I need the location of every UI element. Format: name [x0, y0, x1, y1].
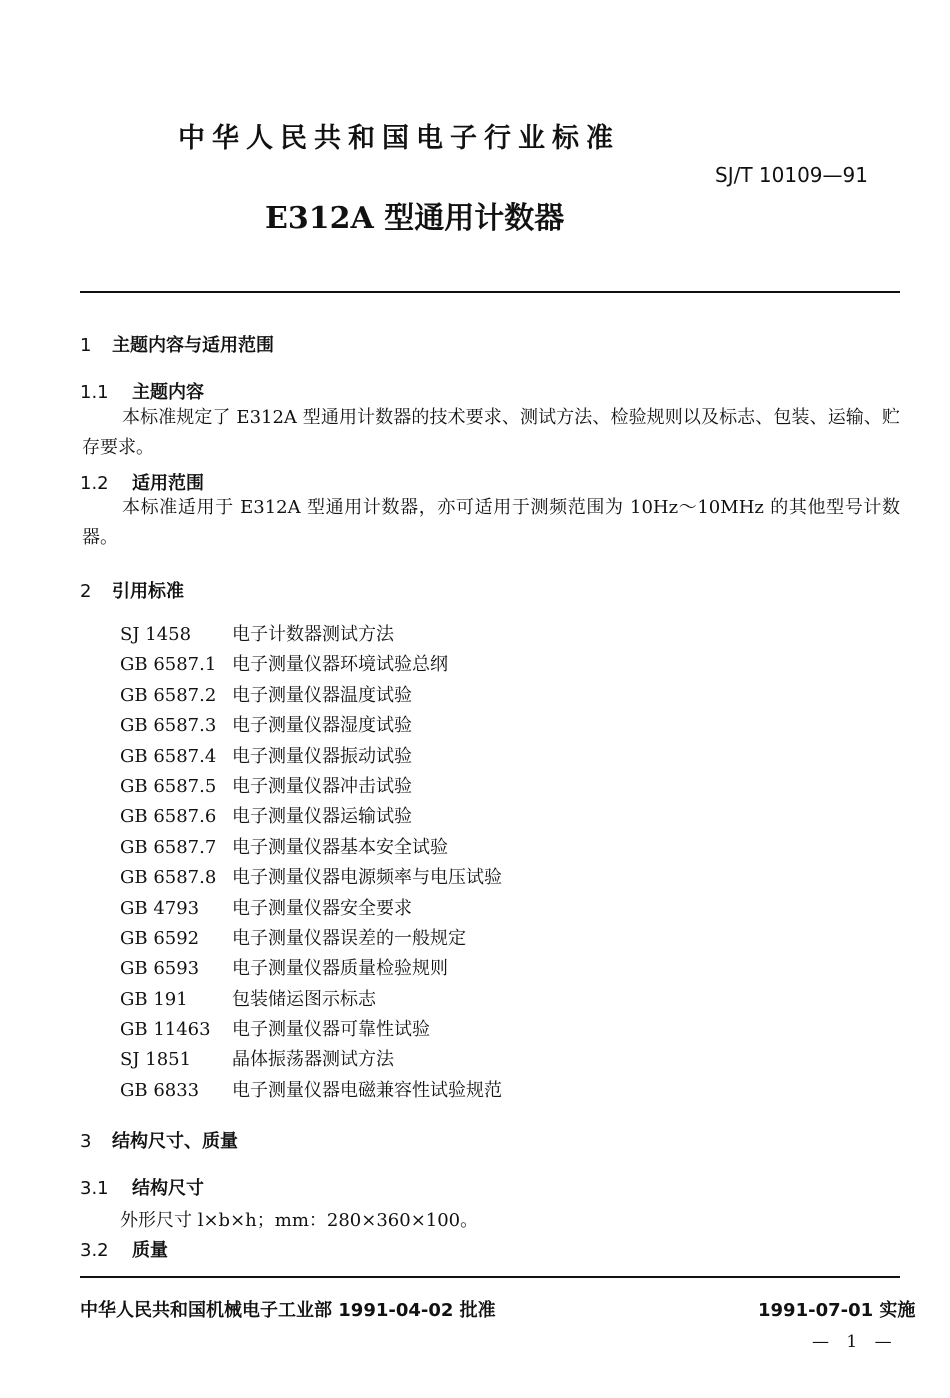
section-1-heading: [80, 331, 274, 357]
reference-name: 电子测量仪器湿度试验: [232, 715, 412, 737]
reference-item: [120, 833, 502, 863]
section-3-2-heading: [80, 1236, 168, 1262]
standard-code: SJ/T 10109—91: [715, 163, 868, 187]
reference-name: 电子测量仪器可靠性试验: [232, 1019, 430, 1041]
section-number: 1.2: [80, 473, 109, 494]
page-number: — 1 —: [812, 1332, 898, 1352]
reference-code: GB 6587.5: [120, 775, 217, 797]
reference-code: GB 6587.3: [120, 715, 217, 737]
reference-code: GB 6587.1: [120, 654, 217, 676]
reference-name: 电子测量仪器质量检验规则: [232, 958, 448, 980]
reference-code: GB 11463: [120, 1019, 211, 1041]
section-title: 适用范围: [132, 473, 204, 494]
reference-name: 电子测量仪器误差的一般规定: [232, 927, 466, 949]
effective-date: 1991-07-01 实施: [758, 1300, 916, 1321]
reference-code: GB 6587.6: [120, 806, 217, 828]
reference-name: 晶体振荡器测试方法: [232, 1049, 394, 1071]
reference-name: 电子测量仪器安全要求: [232, 897, 412, 919]
reference-code: GB 6592: [120, 927, 200, 949]
reference-name: 包装储运图示标志: [232, 988, 376, 1010]
reference-item: [120, 1076, 502, 1106]
reference-code: GB 4793: [120, 897, 200, 919]
reference-item: [120, 711, 502, 741]
reference-code: GB 6593: [120, 958, 200, 980]
section-title: 引用标准: [112, 581, 184, 602]
reference-code: GB 6587.2: [120, 684, 217, 706]
reference-item: [120, 650, 502, 680]
section-3-1-text: 外形尺寸 l×b×h；mm：280×360×100。: [120, 1210, 479, 1231]
reference-code: GB 6587.8: [120, 867, 217, 889]
section-title: 结构尺寸、质量: [112, 1131, 238, 1152]
reference-code: GB 6833: [120, 1079, 200, 1101]
reference-item: [120, 924, 502, 954]
document-title: E312A 型通用计数器: [265, 201, 565, 236]
section-2-heading: [80, 577, 184, 603]
reference-name: 电子测量仪器环境试验总纲: [232, 654, 448, 676]
section-1-2-text: 本标准适用于 E312A 型通用计数器，亦可适用于测频范围为 10Hz～10MHz 的其他型号计数器。: [82, 497, 900, 548]
reference-code: GB 6587.4: [120, 745, 217, 767]
section-title: 主题内容与适用范围: [112, 335, 274, 356]
section-3-1-heading: [80, 1174, 204, 1200]
footer-divider: [80, 1276, 900, 1278]
section-number: 3.1: [80, 1178, 109, 1199]
section-title: 质量: [132, 1240, 168, 1261]
reference-item: [120, 620, 502, 650]
reference-item: [120, 1045, 502, 1075]
reference-item: [120, 772, 502, 802]
issuing-organization: 中华人民共和国电子行业标准: [178, 123, 620, 154]
reference-item: [120, 894, 502, 924]
reference-name: 电子测量仪器冲击试验: [232, 775, 412, 797]
section-number: 2: [80, 581, 92, 602]
section-1-1-heading: [80, 378, 204, 404]
reference-list: [120, 620, 502, 1106]
reference-item: [120, 863, 502, 893]
reference-item: [120, 681, 502, 711]
section-title: 结构尺寸: [132, 1178, 204, 1199]
section-number: 3: [80, 1131, 92, 1152]
section-number: 1: [80, 335, 92, 356]
reference-name: 电子测量仪器温度试验: [232, 684, 412, 706]
reference-code: GB 6587.7: [120, 836, 217, 858]
reference-name: 电子测量仪器电磁兼容性试验规范: [232, 1079, 502, 1101]
reference-name: 电子测量仪器运输试验: [232, 806, 412, 828]
header-divider: [80, 291, 900, 293]
section-1-1-text: 本标准规定了 E312A 型通用计数器的技术要求、测试方法、检验规则以及标志、包装、运输、贮存要求。: [82, 407, 900, 458]
reference-name: 电子计数器测试方法: [232, 624, 394, 645]
reference-code: GB 191: [120, 988, 188, 1010]
section-3-heading: [80, 1127, 238, 1153]
section-number: 1.1: [80, 382, 109, 403]
reference-item: [120, 954, 502, 984]
reference-name: 电子测量仪器电源频率与电压试验: [232, 867, 502, 889]
reference-name: 电子测量仪器基本安全试验: [232, 836, 448, 858]
section-number: 3.2: [80, 1240, 109, 1261]
section-1-2-heading: [80, 469, 204, 495]
reference-name: 电子测量仪器振动试验: [232, 745, 412, 767]
reference-code: SJ 1851: [120, 1049, 192, 1071]
section-title: 主题内容: [132, 382, 204, 403]
approval-line: 中华人民共和国机械电子工业部 1991-04-02 批准: [80, 1300, 496, 1321]
reference-code: SJ 1458: [120, 624, 192, 645]
reference-item: [120, 742, 502, 772]
reference-item: [120, 802, 502, 832]
reference-item: [120, 985, 502, 1015]
reference-item: [120, 1015, 502, 1045]
